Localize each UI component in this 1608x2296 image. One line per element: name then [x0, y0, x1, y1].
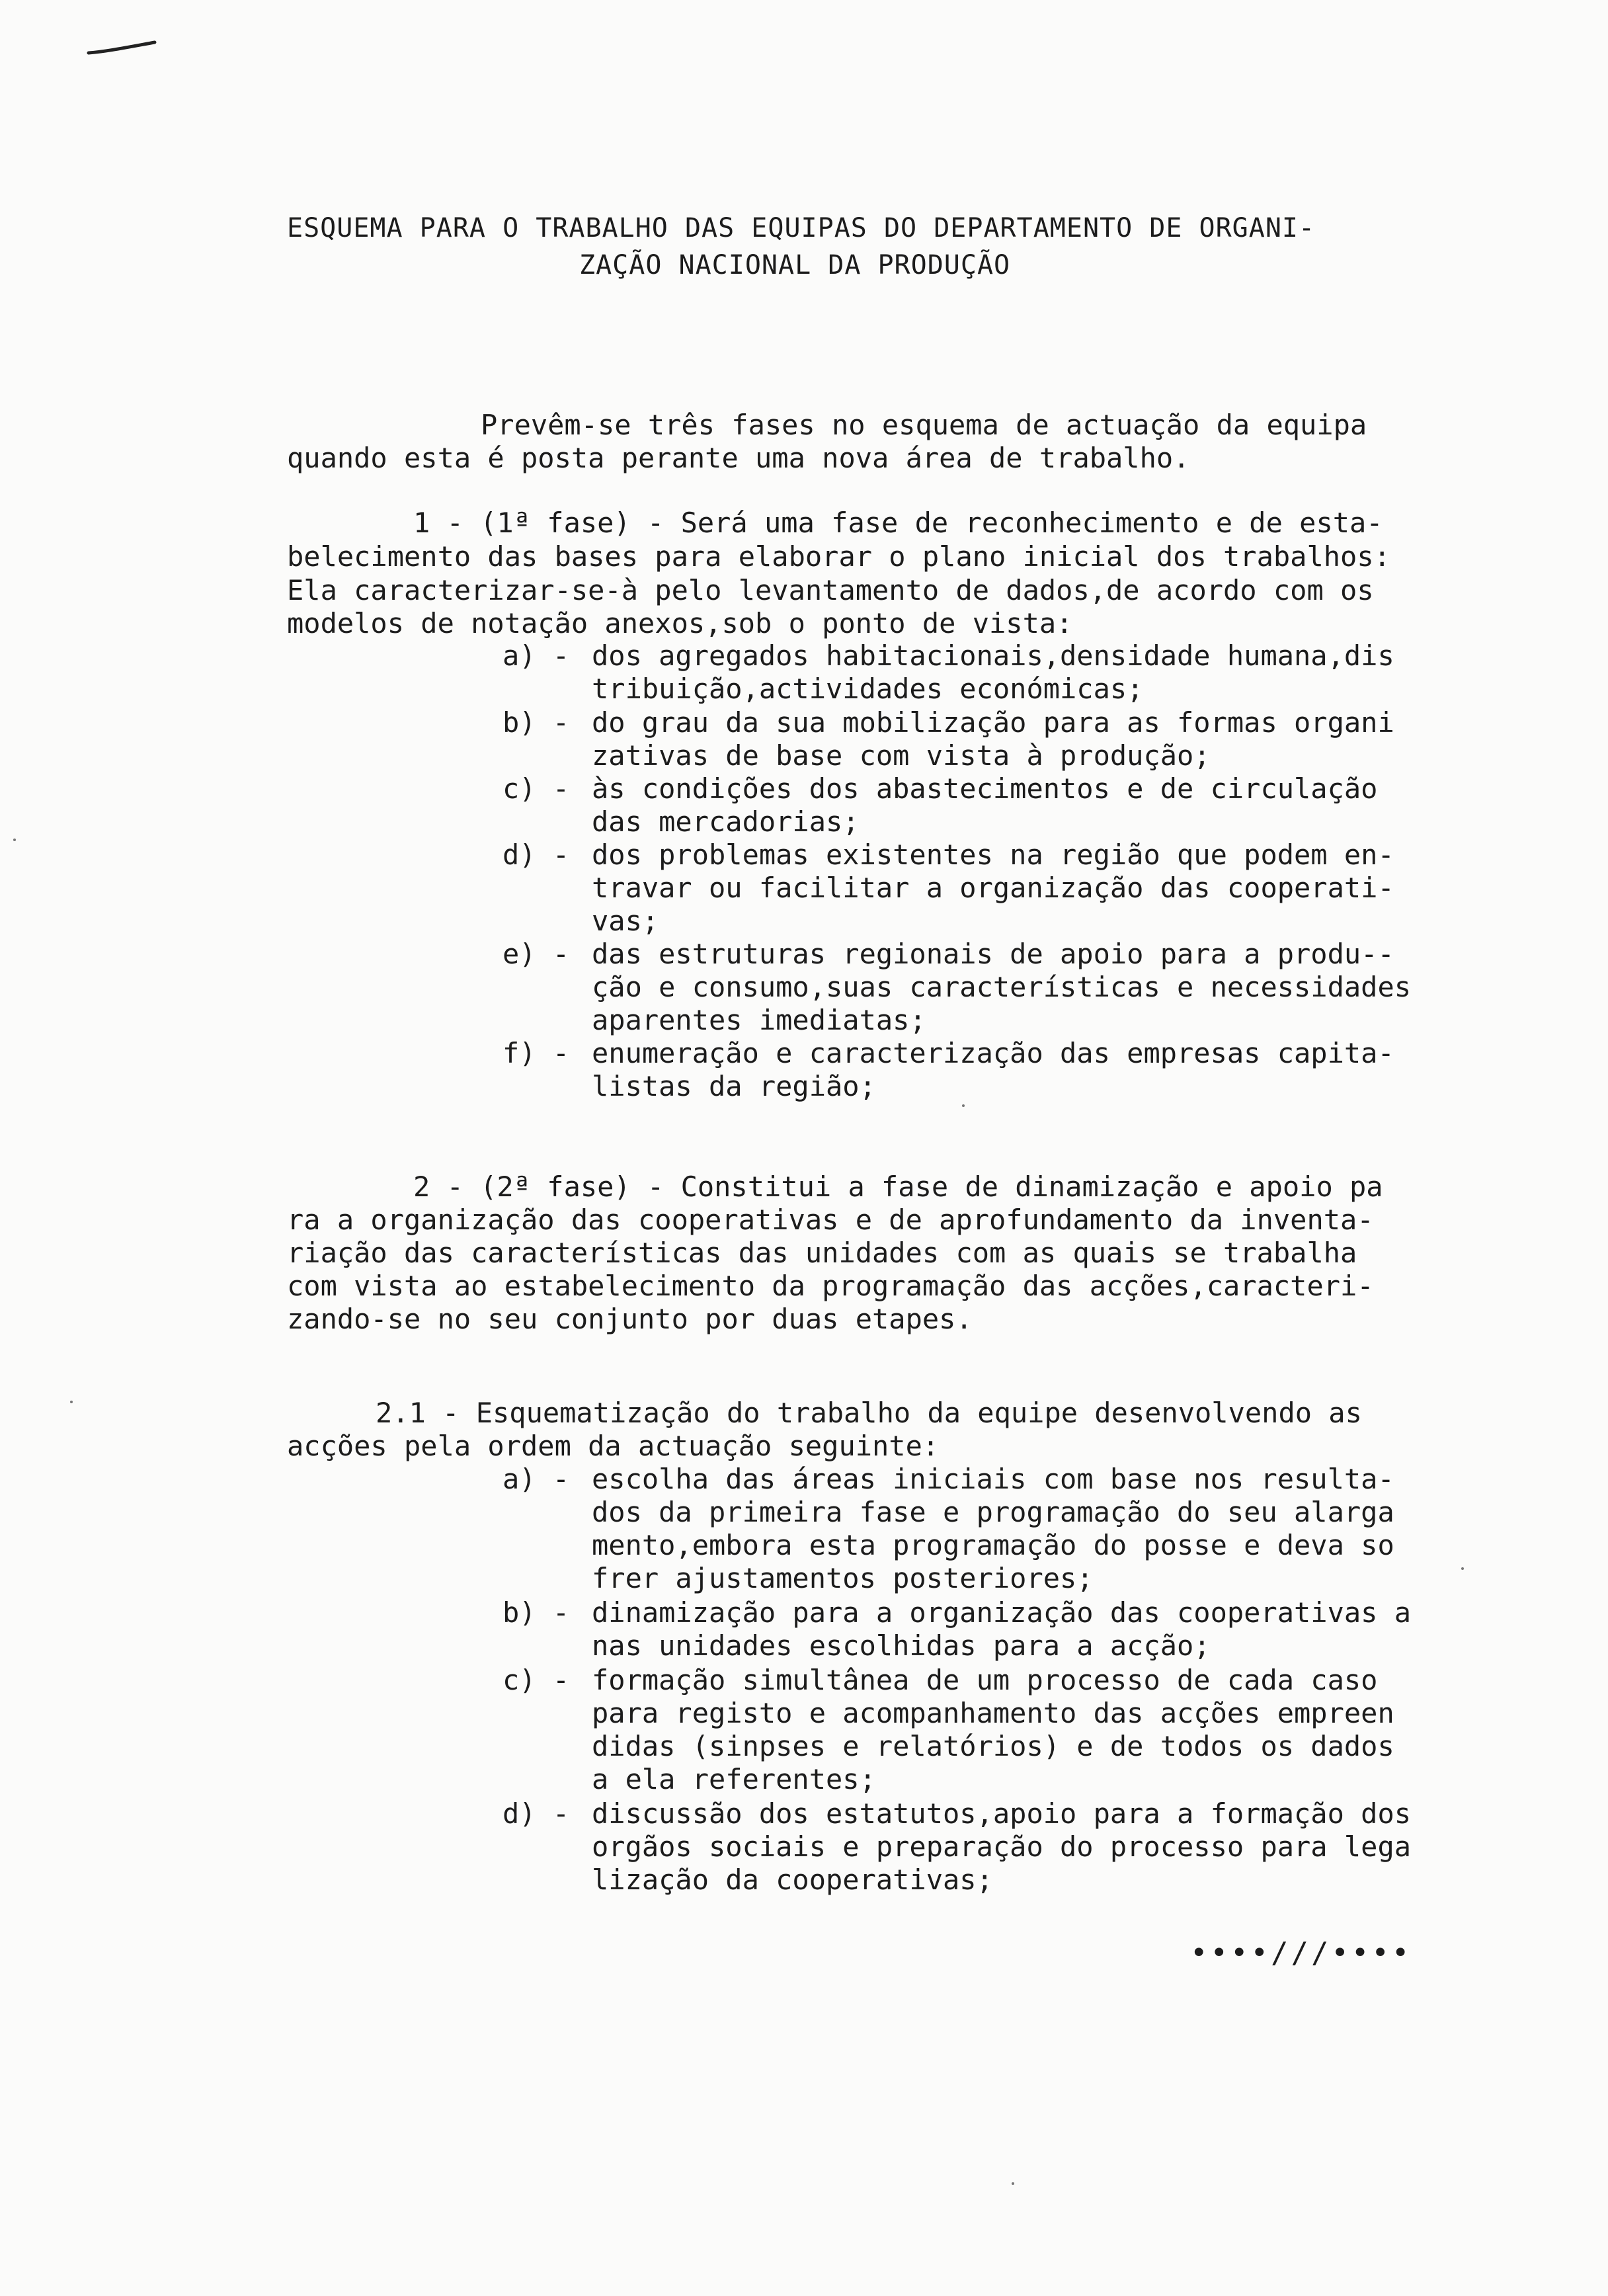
intro-line-2: quando esta é posta perante uma nova área de trabalho.	[287, 442, 1190, 474]
phase1-line-1: 1 - (1ª fase) - Será uma fase de reconhecimento e de esta-	[413, 507, 1383, 539]
phase1-item-c-label: c) -	[502, 772, 570, 805]
phase1-item-a-line-1: dos agregados habitacionais,densidade humana,dis	[592, 639, 1394, 672]
section21-item-a-label: a) -	[502, 1463, 570, 1495]
phase1-item-e-line-2: ção e consumo,suas características e necessidades	[592, 971, 1412, 1003]
section21-item-d-label: d) -	[502, 1797, 570, 1830]
phase1-item-b-line-1: do grau da sua mobilização para as formas organi	[592, 706, 1394, 739]
phase1-item-f-label: f) -	[502, 1037, 570, 1069]
intro-line-1: Prevêm-se três fases no esquema de actuação da equipa	[481, 409, 1367, 441]
section21-item-a-line-3: mento,embora esta programação do posse e deva so	[592, 1529, 1394, 1561]
section21-item-d-line-3: lização da cooperativas;	[592, 1864, 993, 1896]
section21-line-1: 2.1 - Esquematização do trabalho da equipe desenvolvendo as	[376, 1397, 1362, 1429]
section21-item-c-line-4: a ela referentes;	[592, 1763, 876, 1795]
phase1-line-2: belecimento das bases para elaborar o plano inicial dos trabalhos:	[287, 540, 1390, 573]
section21-item-a-line-1: escolha das áreas iniciais com base nos resulta-	[592, 1463, 1394, 1495]
phase1-item-f-line-2: listas da região;	[592, 1070, 876, 1102]
phase1-item-e-line-1: das estruturas regionais de apoio para a produ--	[592, 938, 1394, 970]
section21-item-a-line-2: dos da primeira fase e programação do seu alarga	[592, 1496, 1394, 1528]
phase1-line-3: Ela caracterizar-se-à pelo levantamento de dados,de acordo com os	[287, 574, 1374, 606]
phase2-line-1: 2 - (2ª fase) - Constitui a fase de dinamização e apoio pa	[413, 1170, 1383, 1203]
section21-item-c-line-1: formação simultânea de um processo de cada caso	[592, 1664, 1378, 1696]
phase1-item-d-line-2: travar ou facilitar a organização das cooperati-	[592, 872, 1394, 904]
phase1-item-a-line-2: tribuição,actividades económicas;	[592, 673, 1144, 705]
section21-line-2: acções pela ordem da actuação seguinte:	[287, 1430, 940, 1462]
phase1-item-c-line-2: das mercadorias;	[592, 805, 860, 838]
phase1-item-d-line-3: vas;	[592, 905, 659, 937]
phase1-item-a-label: a) -	[502, 639, 570, 672]
phase1-item-c-line-1: às condições dos abastecimentos e de circulação	[592, 772, 1378, 805]
phase2-line-5: zando-se no seu conjunto por duas etapes.	[287, 1303, 973, 1335]
scan-speck	[1461, 1567, 1464, 1570]
phase2-line-4: com vista ao estabelecimento da programação das acções,caracteri-	[287, 1270, 1374, 1302]
section21-item-b-label: b) -	[502, 1596, 570, 1629]
phase1-item-f-line-1: enumeração e caracterização das empresas capita-	[592, 1037, 1394, 1069]
phase1-line-4: modelos de notação anexos,sob o ponto de vista:	[287, 607, 1073, 639]
scan-speck	[962, 1104, 965, 1107]
phase1-item-e-label: e) -	[502, 938, 570, 970]
title-line-1: ESQUEMA PARA O TRABALHO DAS EQUIPAS DO DEPARTAMENTO DE ORGANI-	[287, 213, 1316, 243]
section21-item-c-label: c) -	[502, 1664, 570, 1696]
phase1-item-e-line-3: aparentes imediatas;	[592, 1004, 926, 1036]
section21-item-d-line-1: discussão dos estatutos,apoio para a formação dos	[592, 1797, 1412, 1830]
phase1-item-d-line-1: dos problemas existentes na região que podem en-	[592, 839, 1394, 871]
phase1-item-b-line-2: zativas de base com vista à produção;	[592, 739, 1211, 772]
scan-speck	[13, 839, 16, 841]
title-line-2: ZAÇÃO NACIONAL DA PRODUÇÃO	[579, 250, 1011, 280]
phase2-line-3: riação das características das unidades com as quais se trabalha	[287, 1237, 1357, 1269]
section21-item-c-line-2: para registo e acompanhamento das acções empreen	[592, 1697, 1394, 1729]
phase1-item-b-label: b) -	[502, 706, 570, 739]
section21-item-c-line-3: didas (sinpses e relatórios) e de todos os dados	[592, 1730, 1394, 1762]
section21-item-a-line-4: frer ajustamentos posteriores;	[592, 1562, 1094, 1594]
scan-speck	[1012, 2182, 1014, 2185]
section21-item-b-line-2: nas unidades escolhidas para a acção;	[592, 1629, 1211, 1662]
continuation-mark: ••••///••••	[1190, 1936, 1412, 1970]
section21-item-b-line-1: dinamização para a organização das cooperativas a	[592, 1596, 1412, 1629]
section21-item-d-line-2: orgãos sociais e preparação do processo para lega	[592, 1830, 1412, 1863]
pen-stroke-mark	[86, 38, 159, 58]
phase1-item-d-label: d) -	[502, 839, 570, 871]
scan-speck	[70, 1401, 73, 1403]
phase2-line-2: ra a organização das cooperativas e de aprofundamento da inventa-	[287, 1204, 1374, 1236]
